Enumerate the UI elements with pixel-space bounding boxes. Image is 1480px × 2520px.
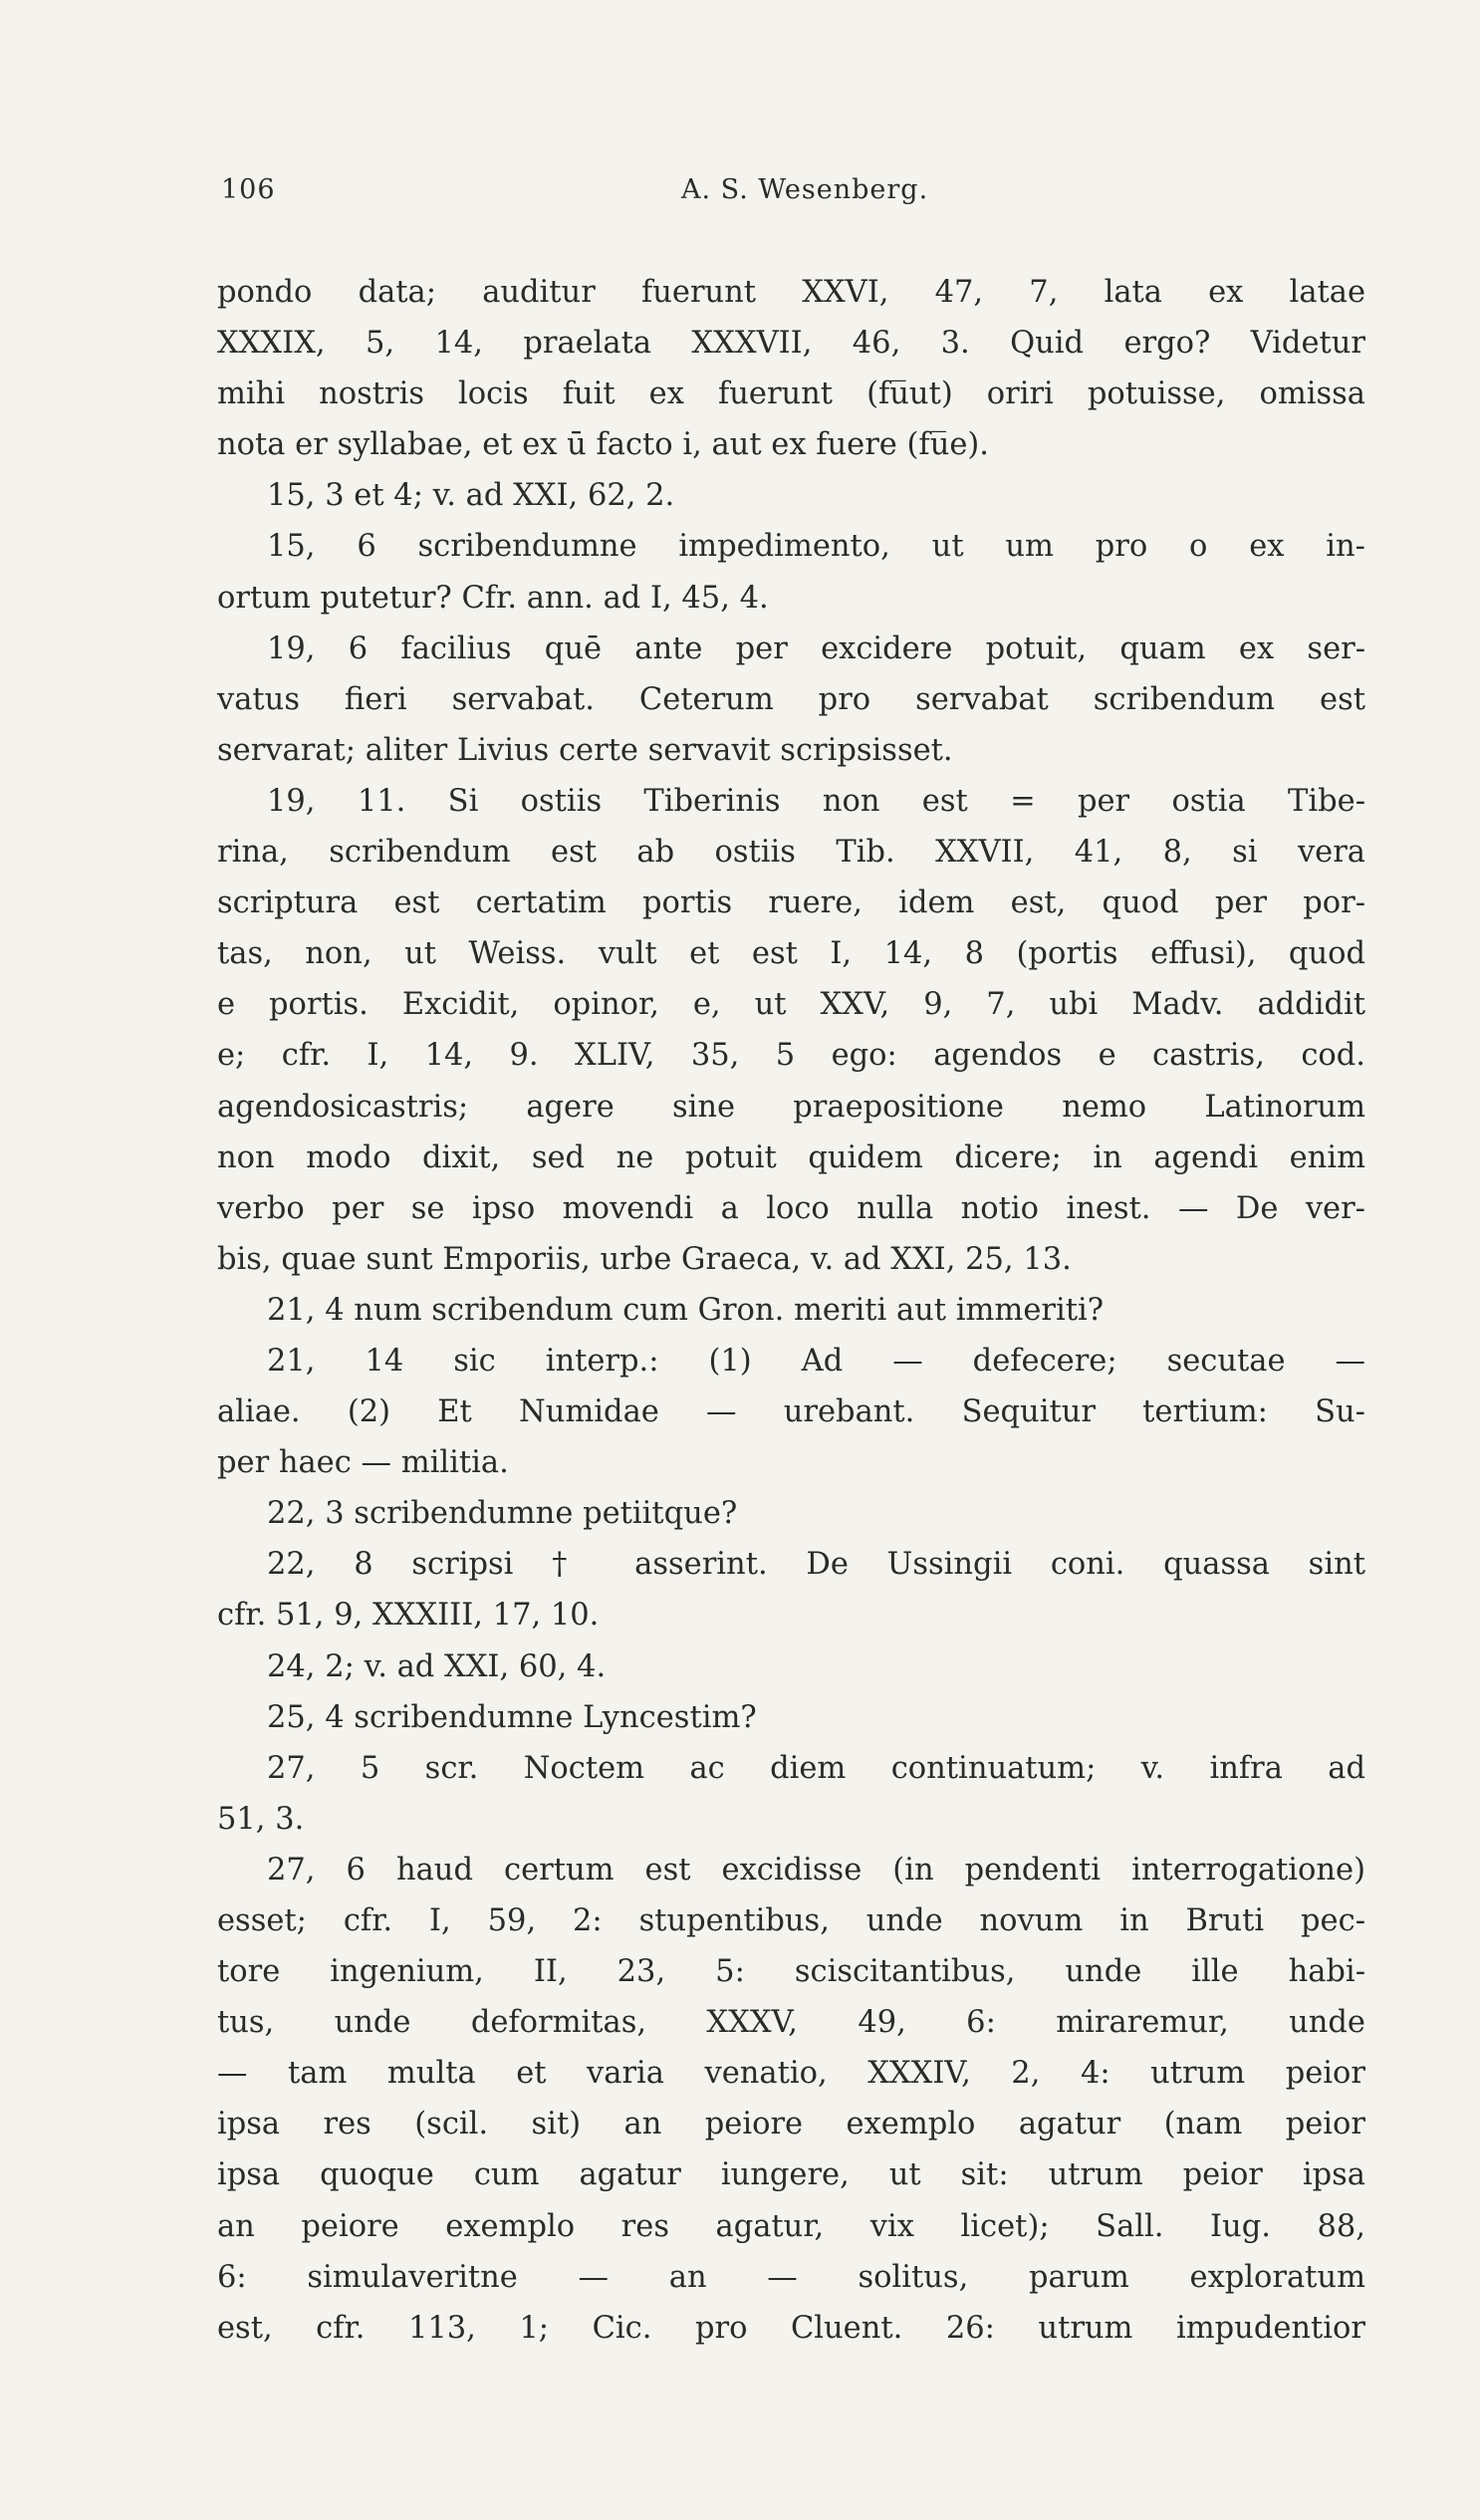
text-line: cfr. 51, 9, XXXIII, 17, 10. [217, 1598, 600, 1634]
text-line: tore ingenium, II, 23, 5: sciscitantibus, unde ille habi- [217, 1954, 1365, 1990]
text-line: rina, scribendum est ab ostiis Tib. XXVII, 41, 8, si vera [217, 835, 1365, 871]
text-line: 27, 5 scr. Noctem ac diem continuatum; v. infra ad [267, 1750, 1365, 1786]
text-line: servarat; aliter Livius certe servavit scripsisset. [217, 732, 953, 768]
text-line: XXXIX, 5, 14, praelata XXXVII, 46, 3. Quid ergo? Videtur [217, 326, 1365, 362]
text-line: 19, 6 facilius quē ante per excidere potuit, quam ex ser- [267, 630, 1365, 666]
page-number: 106 [221, 174, 276, 205]
text-line: tas, non, ut Weiss. vult et est I, 14, 8 (portis effusi), quod [217, 936, 1365, 972]
text-line: aliae. (2) Et Numidae — urebant. Sequitur tertium: Su- [217, 1394, 1365, 1430]
text-line: 27, 6 haud certum est excidisse (in pendenti interrogatione) [267, 1852, 1365, 1888]
text-line: ortum putetur? Cfr. ann. ad I, 45, 4. [217, 580, 769, 616]
text-line: verbo per se ipso movendi a loco nulla notio inest. — De ver- [217, 1190, 1365, 1226]
text-line: 22, 3 scribendumne petiitque? [267, 1496, 738, 1532]
text-line: 21, 4 num scribendum cum Gron. meriti aut immeriti? [267, 1292, 1105, 1328]
running-title: A. S. Wesenberg. [681, 174, 929, 205]
text-line: e; cfr. I, 14, 9. XLIV, 35, 5 ego: agendos e castris, cod. [217, 1038, 1365, 1074]
text-line: 15, 3 et 4; v. ad XXI, 62, 2. [267, 478, 675, 514]
text-line: an peiore exemplo res agatur, vix licet); Sall. Iug. 88, [217, 2208, 1365, 2244]
text-line: 21, 14 sic interp.: (1) Ad — defecere; secutae — [267, 1343, 1365, 1379]
page-header [221, 174, 1380, 234]
text-line: vatus fieri servabat. Ceterum pro servabat scribendum est [217, 681, 1365, 717]
text-line: mihi nostris locis fuit ex fuerunt (fu̅ut) oriri potuisse, omissa [217, 377, 1365, 412]
text-line: 19, 11. Si ostiis Tiberinis non est = per ostia Tibe- [267, 783, 1365, 819]
text-line: tus, unde deformitas, XXXV, 49, 6: miraremur, unde [217, 2005, 1365, 2041]
text-line: esset; cfr. I, 59, 2: stupentibus, unde novum in Bruti pec- [217, 1903, 1365, 1938]
text-line: scriptura est certatim portis ruere, idem est, quod per por- [217, 885, 1365, 921]
text-line: non modo dixit, sed ne potuit quidem dicere; in agendi enim [217, 1139, 1365, 1175]
text-line: 22, 8 scripsi † asserint. De Ussingii coni. quassa sint [267, 1547, 1365, 1583]
text-line: 24, 2; v. ad XXI, 60, 4. [267, 1648, 607, 1684]
text-line: pondo data; auditur fuerunt XXVI, 47, 7, lata ex latae [217, 275, 1365, 310]
text-line: ipsa res (scil. sit) an peiore exemplo agatur (nam peior [217, 2107, 1365, 2142]
text-line: 51, 3. [217, 1801, 305, 1837]
text-line: per haec — militia. [217, 1445, 509, 1481]
text-line: — tam multa et varia venatio, XXXIV, 2, 4: utrum peior [217, 2056, 1365, 2092]
text-line: nota er syllabae, et ex ū facto i, aut ex fuere (fu̅e). [217, 427, 989, 463]
text-line: e portis. Excidit, opinor, e, ut XXV, 9, 7, ubi Madv. addidit [217, 987, 1365, 1023]
body-text [217, 267, 1365, 2354]
text-line: 6: simulaveritne — an — solitus, parum exploratum [217, 2259, 1365, 2295]
text-line: ipsa quoque cum agatur iungere, ut sit: utrum peior ipsa [217, 2157, 1365, 2193]
text-line: est, cfr. 113, 1; Cic. pro Cluent. 26: utrum impudentior [217, 2310, 1365, 2346]
text-line: 15, 6 scribendumne impedimento, ut um pro o ex in- [267, 529, 1365, 565]
text-line: bis, quae sunt Emporiis, urbe Graeca, v. ad XXI, 25, 13. [217, 1241, 1072, 1277]
text-line: 25, 4 scribendumne Lyncestim? [267, 1699, 757, 1735]
text-line: agendosicastris; agere sine praepositione nemo Latinorum [217, 1089, 1365, 1125]
